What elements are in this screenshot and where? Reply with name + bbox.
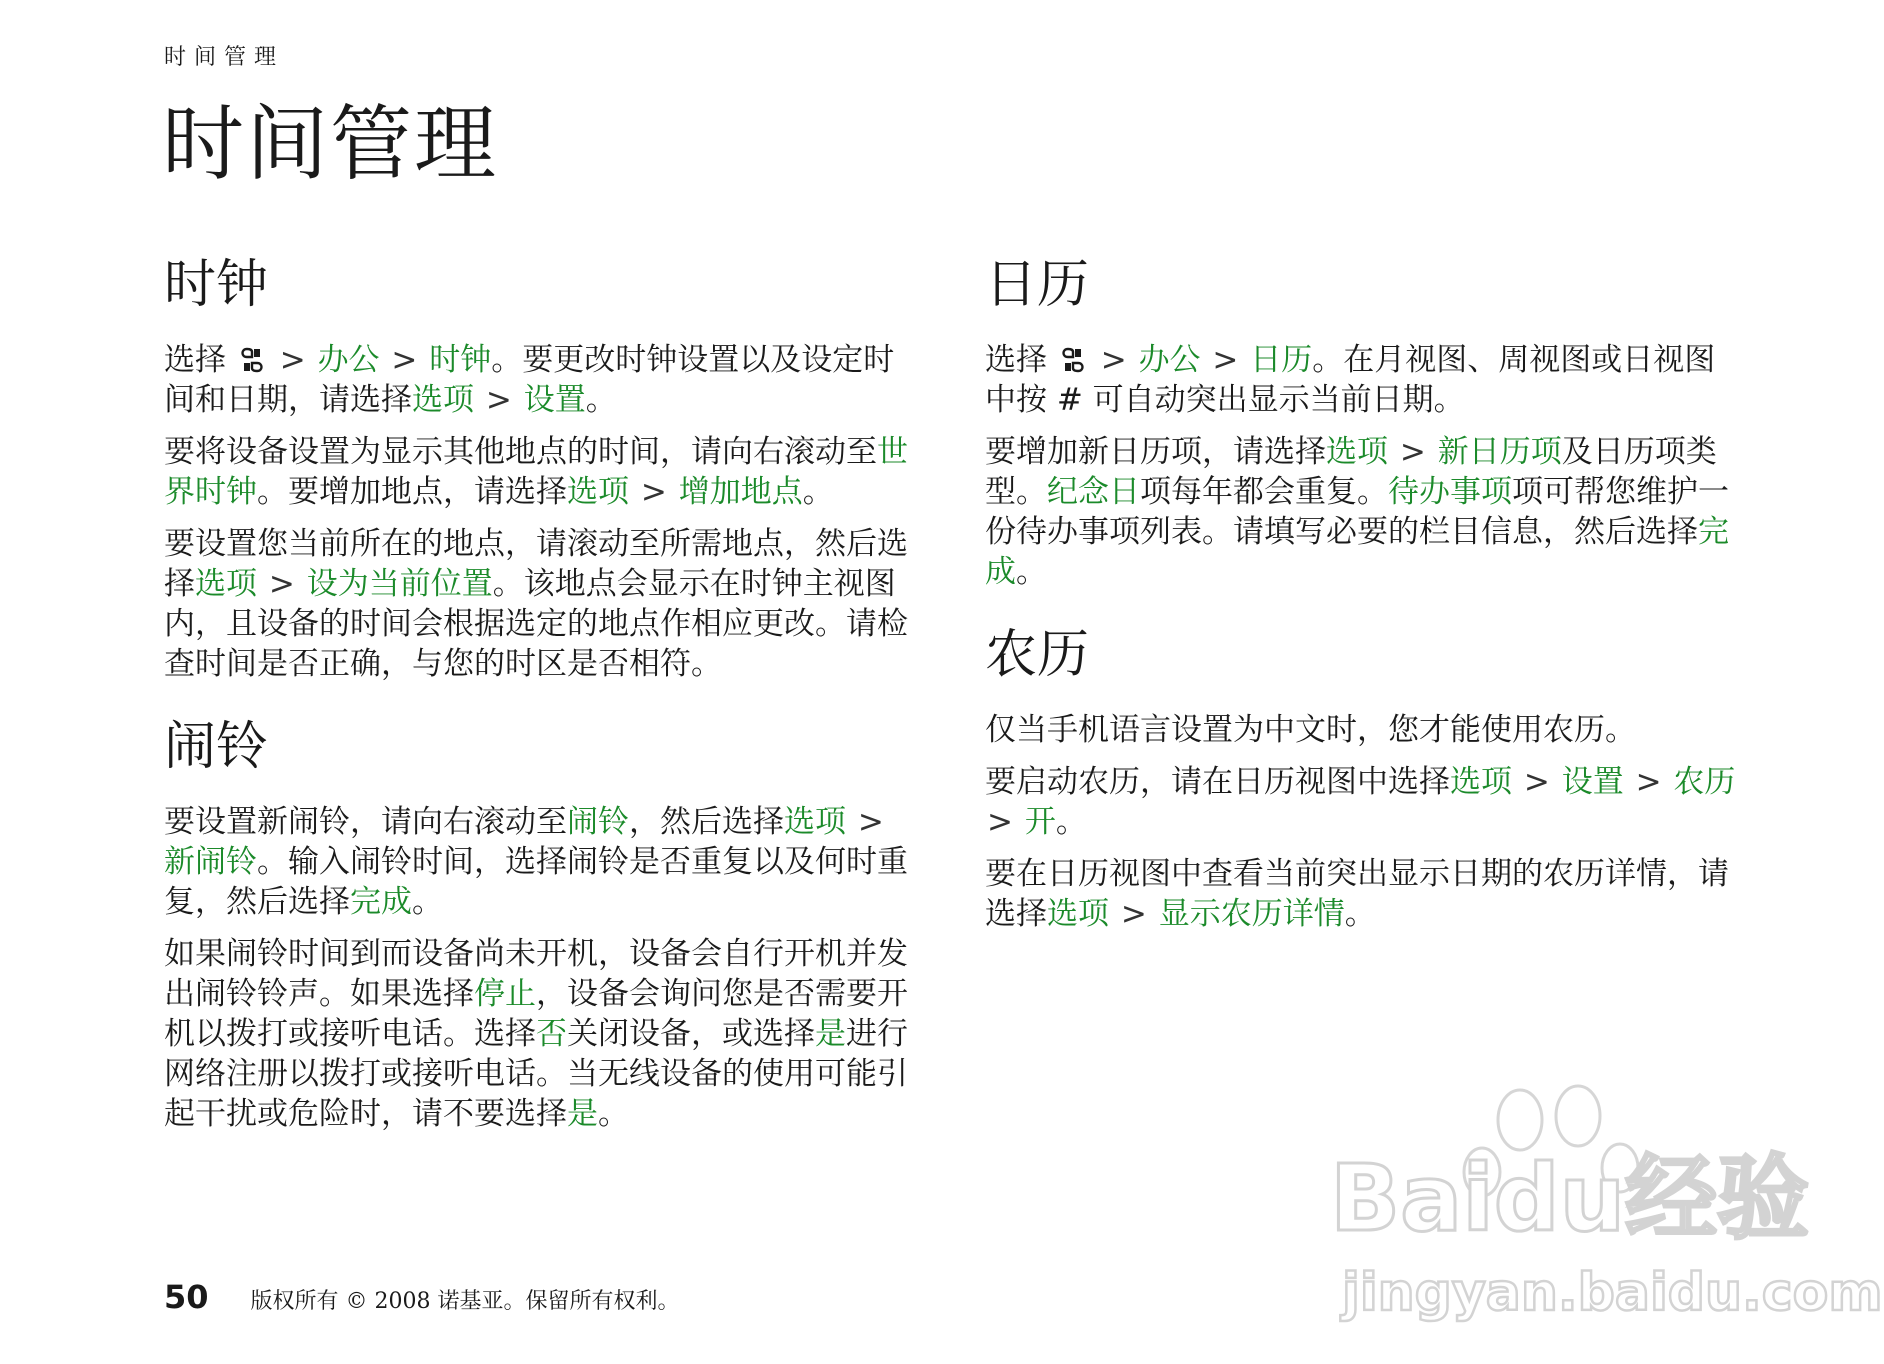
calendar-paragraph-1 (985, 340, 1745, 420)
menu-item-add-location: 增加地点 (678, 473, 803, 510)
text: 进行网络注册以拨打或接听电话。当无线设备的使用可能引起干扰或危险时，请不要选择 (164, 1015, 908, 1132)
menu-item-options: 选项 (1450, 763, 1512, 800)
page-title: 时间管理 (162, 97, 499, 192)
baidu-watermark (1330, 1080, 1883, 1330)
menu-item-options: 选项 (567, 473, 629, 510)
lunar-paragraph-1 (985, 710, 1745, 750)
menu-item-calendar: 日历 (1250, 341, 1313, 378)
alarm-paragraph-2 (164, 934, 924, 1134)
text: 。在月视图、周视图或日视图中按 # 可自动突出显示当前日期。 (985, 341, 1716, 418)
text: 及日历项类型。 (985, 433, 1717, 510)
separator: > (857, 803, 884, 840)
left-column (164, 256, 924, 1168)
page-number: 50 (164, 1278, 209, 1316)
separator: > (279, 341, 306, 378)
menu-item-options: 选项 (412, 381, 474, 418)
separator: > (1399, 433, 1426, 470)
menu-item-clock: 时钟 (429, 341, 492, 378)
menu-item-world-clock: 世界时钟 (164, 433, 908, 510)
option-stop: 停止 (474, 975, 536, 1012)
separator: > (268, 565, 295, 602)
text: 。要增加地点，请选择 (257, 473, 567, 510)
clock-paragraph-1 (164, 340, 924, 420)
text: 。 (412, 883, 443, 920)
separator: > (1100, 341, 1127, 378)
option-yes: 是 (815, 1015, 846, 1052)
text: 要设置您当前所在的地点，请滚动至所需地点，然后选择 (164, 525, 908, 602)
section-title-clock: 时钟 (164, 255, 269, 315)
calendar-paragraph-2 (985, 432, 1745, 592)
text: 要在日历视图中查看当前突出显示日期的农历详情，请选择 (985, 855, 1729, 932)
running-header: 时间管理 (164, 45, 285, 70)
menu-item-office: 办公 (317, 341, 380, 378)
menu-item-lunar: 农历 (1673, 763, 1736, 800)
menu-key-icon (1059, 345, 1087, 375)
separator: > (485, 381, 512, 418)
text: ，然后选择 (629, 803, 784, 840)
text: 选择 (985, 341, 1047, 378)
clock-paragraph-2 (164, 432, 924, 512)
text: 关闭设备，或选择 (567, 1015, 815, 1052)
menu-item-settings: 设置 (1561, 763, 1624, 800)
section-alarm (164, 718, 924, 1134)
page-footer (164, 1278, 680, 1316)
separator: > (1120, 895, 1147, 932)
menu-item-options: 选项 (784, 803, 846, 840)
entry-type-anniversary: 纪念日 (1047, 473, 1140, 510)
option-yes: 是 (567, 1095, 598, 1132)
section-title-alarm: 闹铃 (164, 716, 269, 777)
menu-item-new-entry: 新日历项 (1437, 433, 1562, 470)
lunar-paragraph-2 (985, 762, 1745, 842)
right-column (985, 256, 1745, 968)
section-title-lunar: 农历 (985, 624, 1090, 685)
menu-item-options: 选项 (1326, 433, 1388, 470)
menu-item-show-lunar-details: 显示农历详情 (1158, 895, 1345, 932)
text: 如果闹铃时间到而设备尚未开机，设备会自行开机并发出闹铃铃声。如果选择 (164, 935, 908, 1012)
section-calendar (985, 256, 1745, 592)
lunar-paragraph-3 (985, 854, 1745, 934)
text: 。该地点会显示在时钟主视图内，且设备的时间会根据选定的地点作相应更改。请检查时间是否正确，与您的时区是否相符。 (164, 565, 908, 682)
text: 。 (1055, 803, 1087, 840)
text: 。 (1344, 895, 1376, 932)
separator: > (987, 803, 1013, 840)
text: 。 (1016, 553, 1047, 590)
text: 要启动农历，请在日历视图中选择 (985, 763, 1450, 800)
menu-item-options: 选项 (1047, 895, 1109, 932)
text: 项每年都会重复。 (1140, 473, 1388, 510)
section-title-calendar: 日历 (985, 255, 1090, 315)
watermark-brand: Baidu经验 (1330, 1145, 1810, 1252)
entry-type-todo: 待办事项 (1388, 473, 1512, 510)
menu-item-office: 办公 (1138, 341, 1201, 378)
text: 。 (585, 381, 617, 418)
alarm-paragraph-1 (164, 802, 924, 922)
text: 要将设备设置为显示其他地点的时间，请向右滚动至 (164, 433, 877, 470)
text: ，设备会询问您是否需要开机以拨打或接听电话。选择 (164, 975, 908, 1052)
copyright-notice: 版权所有 © 2008 诺基亚。保留所有权利。 (250, 1289, 680, 1314)
text: 。输入闹铃时间，选择闹铃是否重复以及何时重复，然后选择 (164, 843, 908, 920)
separator: > (1212, 341, 1239, 378)
menu-key-icon (238, 345, 266, 375)
menu-item-on: 开 (1024, 803, 1056, 840)
option-no: 否 (536, 1015, 567, 1052)
menu-item-settings: 设置 (523, 381, 586, 418)
separator: > (1635, 763, 1662, 800)
separator: > (1523, 763, 1550, 800)
menu-item-set-current-location: 设为当前位置 (306, 565, 493, 602)
clock-paragraph-3 (164, 524, 924, 684)
text: 。 (802, 473, 834, 510)
menu-item-new-alarm: 新闹铃 (164, 843, 257, 880)
text: 要增加新日历项，请选择 (985, 433, 1326, 470)
text: 项可帮您维护一份待办事项列表。请填写必要的栏目信息，然后选择 (985, 473, 1729, 550)
text: 选择 (164, 341, 226, 378)
text: 。要更改时钟设置以及设定时间和日期，请选择 (164, 341, 895, 418)
menu-item-alarm: 闹铃 (567, 803, 629, 840)
section-clock (164, 256, 924, 684)
menu-item-done: 完成 (350, 883, 412, 920)
text: 要设置新闹铃，请向右滚动至 (164, 803, 567, 840)
text: 仅当手机语言设置为中文时，您才能使用农历。 (985, 711, 1636, 748)
menu-item-options: 选项 (195, 565, 257, 602)
menu-item-done: 完成 (985, 513, 1729, 590)
watermark-url: jingyan.baidu.com (1342, 1263, 1883, 1323)
separator: > (640, 473, 667, 510)
section-lunar (985, 626, 1745, 934)
text: 。 (598, 1095, 629, 1132)
separator: > (391, 341, 418, 378)
